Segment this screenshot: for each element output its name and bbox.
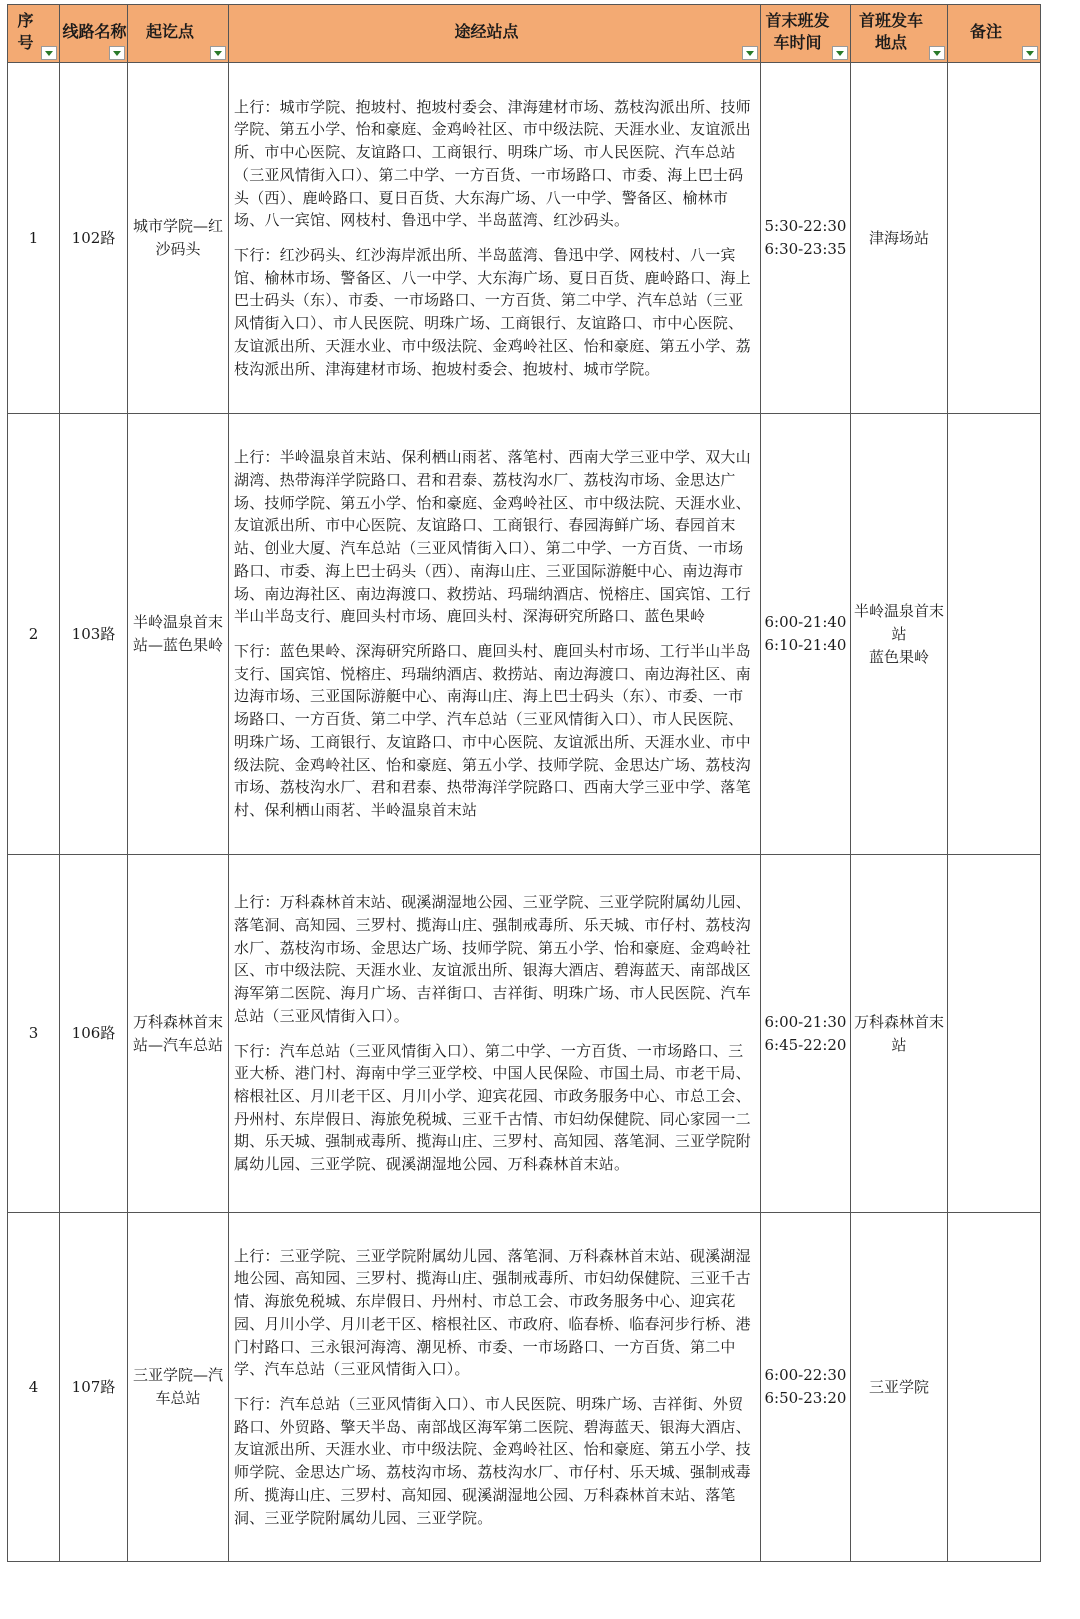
downbound-stops: 下行：汽车总站（三亚风情街入口）、第二中学、一方百货、一市场路口、三亚大桥、港门村、海南中学三亚学校、中国人民保险、市国土局、市老干局、榕根社区、月川老干区、月川小学、迎宾花园、市政务服务中心、市总工会、丹州村、东岸假日、海旅免税城、三亚千古情、市妇幼保健院、同心家园一二期、乐天城、强制戒毒所、揽海山庄、三罗村、高知园、落笔洞、三亚学院附属幼儿园、三亚学院、砚溪湖湿地公园、万科森林首末站。 xyxy=(234,1041,751,1174)
row-number: 3 xyxy=(8,855,60,1213)
upbound-stops: 上行：城市学院、抱坡村、抱坡村委会、津海建材市场、荔枝沟派出所、技师学院、第五小学、怡和豪庭、金鸡岭社区、市中级法院、天涯水业、友谊派出所、市中心医院、友谊路口、工商银行、明珠广场、市人民医院、汽车总站（三亚风情街入口）、第二中学、一方百货、一市场路口、市委、海上巴士码头（西）、鹿岭路口、夏日百货、大东海广场、八一中学、警备区、榆林市场、八一宾馆、网枝村、鲁迅中学、半岛蓝湾、红沙码头。 xyxy=(234,97,751,230)
service-hours xyxy=(761,63,851,414)
filter-dropdown-icon[interactable] xyxy=(929,46,945,60)
route-endpoints: 半岭温泉首末站—蓝色果岭 xyxy=(128,414,229,855)
route-name: 103路 xyxy=(60,414,128,855)
header-ends: 起讫点 xyxy=(128,5,229,63)
first-departure-stop: 半岭温泉首末站 蓝色果岭 xyxy=(851,414,948,855)
filter-dropdown-icon[interactable] xyxy=(210,46,226,60)
remark xyxy=(948,855,1041,1213)
downbound-stops: 下行：汽车总站（三亚风情街入口）、市人民医院、明珠广场、吉祥街、外贸路口、外贸路、擎天半岛、南部战区海军第二医院、碧海蓝天、银海大酒店、友谊派出所、天涯水业、市中级法院、金鸡岭社区、怡和豪庭、第五小学、技师学院、金思达广场、荔枝沟市场、荔枝沟水厂、市仔村、乐天城、强制戒毒所、揽海山庄、三罗村、高知园、砚溪湖湿地公园、万科森林首末站、落笔洞、三亚学院附属幼儿园、三亚学院。 xyxy=(234,1395,751,1527)
service-hours-line: 6:45-22:20 xyxy=(764,1035,847,1054)
remark xyxy=(948,414,1041,855)
remark xyxy=(948,63,1041,414)
route-endpoints: 三亚学院—汽车总站 xyxy=(128,1213,229,1562)
service-hours-line: 6:00-21:30 xyxy=(764,1012,847,1031)
header-row xyxy=(8,5,1041,63)
route-endpoints: 城市学院—红沙码头 xyxy=(128,63,229,414)
header-remark: 备注 xyxy=(948,5,1041,63)
row-number: 4 xyxy=(8,1213,60,1562)
route-name: 107路 xyxy=(60,1213,128,1562)
route-stops xyxy=(229,1213,761,1562)
service-hours-line: 6:00-22:30 xyxy=(764,1366,847,1384)
downbound-stops: 下行：蓝色果岭、深海研究所路口、鹿回头村、鹿回头村市场、工行半山半岛支行、国宾馆、悦榕庄、玛瑞纳酒店、救捞站、南边海渡口、南边海社区、南边海市场、三亚国际游艇中心、南海山庄、海上巴士码头（东）、市委、一市场路口、一方百货、第二中学、汽车总站（三亚风情街入口）、市人民医院、明珠广场、工商银行、友谊路口、市中心医院、友谊派出所、天涯水业、市中级法院、金鸡岭社区、怡和豪庭、第五小学、技师学院、金思达广场、荔枝沟市场、荔枝沟水厂、君和君泰、热带海洋学院路口、西南大学三亚中学、落笔村、保利栖山雨茗、半岭温泉首末站 xyxy=(234,642,751,819)
filter-dropdown-icon[interactable] xyxy=(832,46,848,60)
row-number: 1 xyxy=(8,63,60,414)
route-name: 106路 xyxy=(60,855,128,1213)
service-hours xyxy=(761,414,851,855)
service-hours-line: 6:30-23:35 xyxy=(764,240,847,258)
header-route: 线路名称 xyxy=(60,5,128,63)
row-number: 2 xyxy=(8,414,60,855)
header-stops: 途经站点 xyxy=(229,5,761,63)
table-row xyxy=(8,855,1041,1213)
remark xyxy=(948,1213,1041,1562)
first-departure-stop: 三亚学院 xyxy=(851,1213,948,1562)
route-endpoints: 万科森林首末站—汽车总站 xyxy=(128,855,229,1213)
table-row xyxy=(8,63,1041,414)
route-name: 102路 xyxy=(60,63,128,414)
upbound-stops: 上行：万科森林首末站、砚溪湖湿地公园、三亚学院、三亚学院附属幼儿园、落笔洞、高知园、三罗村、揽海山庄、强制戒毒所、乐天城、市仔村、荔枝沟水厂、荔枝沟市场、金思达广场、技师学院、第五小学、怡和豪庭、金鸡岭社区、市中级法院、天涯水业、友谊派出所、银海大酒店、碧海蓝天、南部战区海军第二医院、海月广场、吉祥街口、吉祥街、明珠广场、市人民医院、汽车总站（三亚风情街入口）。 xyxy=(234,893,751,1025)
filter-dropdown-icon[interactable] xyxy=(742,46,758,60)
bus-route-table xyxy=(7,4,1041,1562)
service-hours xyxy=(761,855,851,1213)
service-hours-line: 6:50-23:20 xyxy=(764,1389,847,1407)
service-hours-line: 5:30-22:30 xyxy=(764,217,847,235)
filter-dropdown-icon[interactable] xyxy=(1022,46,1038,60)
route-stops xyxy=(229,63,761,414)
filter-dropdown-icon[interactable] xyxy=(41,46,57,60)
service-hours-line: 6:00-21:40 xyxy=(764,613,847,631)
route-stops xyxy=(229,855,761,1213)
first-departure-stop: 津海场站 xyxy=(851,63,948,414)
upbound-stops: 上行：三亚学院、三亚学院附属幼儿园、落笔洞、万科森林首末站、砚溪湖湿地公园、高知园、三罗村、揽海山庄、强制戒毒所、市妇幼保健院、三亚千古情、海旅免税城、东岸假日、丹州村、市总工会、市政务服务中心、迎宾花园、月川小学、月川老干区、榕根社区、市政府、临春桥、临春河步行桥、港门村路口、三永银河海湾、潮见桥、市委、一市场路口、一方百货、第二中学、汽车总站（三亚风情街入口）。 xyxy=(234,1246,751,1379)
header-depart: 首班发车地点 xyxy=(851,5,948,63)
table-row xyxy=(8,1213,1041,1562)
filter-dropdown-icon[interactable] xyxy=(109,46,125,60)
downbound-stops: 下行：红沙码头、红沙海岸派出所、半岛蓝湾、鲁迅中学、网枝村、八一宾馆、榆林市场、警备区、八一中学、大东海广场、夏日百货、鹿岭路口、海上巴士码头（东）、市委、一市场路口、一方百货、第二中学、汽车总站（三亚风情街入口）、市人民医院、明珠广场、工商银行、友谊路口、市中心医院、友谊派出所、天涯水业、市中级法院、金鸡岭社区、怡和豪庭、第五小学、荔枝沟派出所、津海建材市场、抱坡村委会、抱坡村、城市学院。 xyxy=(234,246,751,378)
first-departure-stop: 万科森林首末站 xyxy=(851,855,948,1213)
table-row xyxy=(8,414,1041,855)
service-hours-line: 6:10-21:40 xyxy=(764,636,847,654)
route-stops xyxy=(229,414,761,855)
header-no: 序号 xyxy=(8,5,60,63)
upbound-stops: 上行：半岭温泉首末站、保利栖山雨茗、落笔村、西南大学三亚中学、双大山湖湾、热带海洋学院路口、君和君泰、荔枝沟水厂、荔枝沟市场、金思达广场、技师学院、第五小学、怡和豪庭、金鸡岭社区、市中级法院、天涯水业、友谊派出所、市中心医院、友谊路口、工商银行、春园海鲜广场、春园首末站、创业大厦、汽车总站（三亚风情街入口）、第二中学、一方百货、一市场路口、市委、海上巴士码头（西）、南海山庄、三亚国际游艇中心、南边海市场、南边海社区、南边海渡口、救捞站、玛瑞纳酒店、悦榕庄、国宾馆、工行半山半岛支行、鹿回头村市场、鹿回头村、深海研究所路口、蓝色果岭 xyxy=(234,448,751,626)
header-time: 首末班发车时间 xyxy=(761,5,851,63)
service-hours xyxy=(761,1213,851,1562)
